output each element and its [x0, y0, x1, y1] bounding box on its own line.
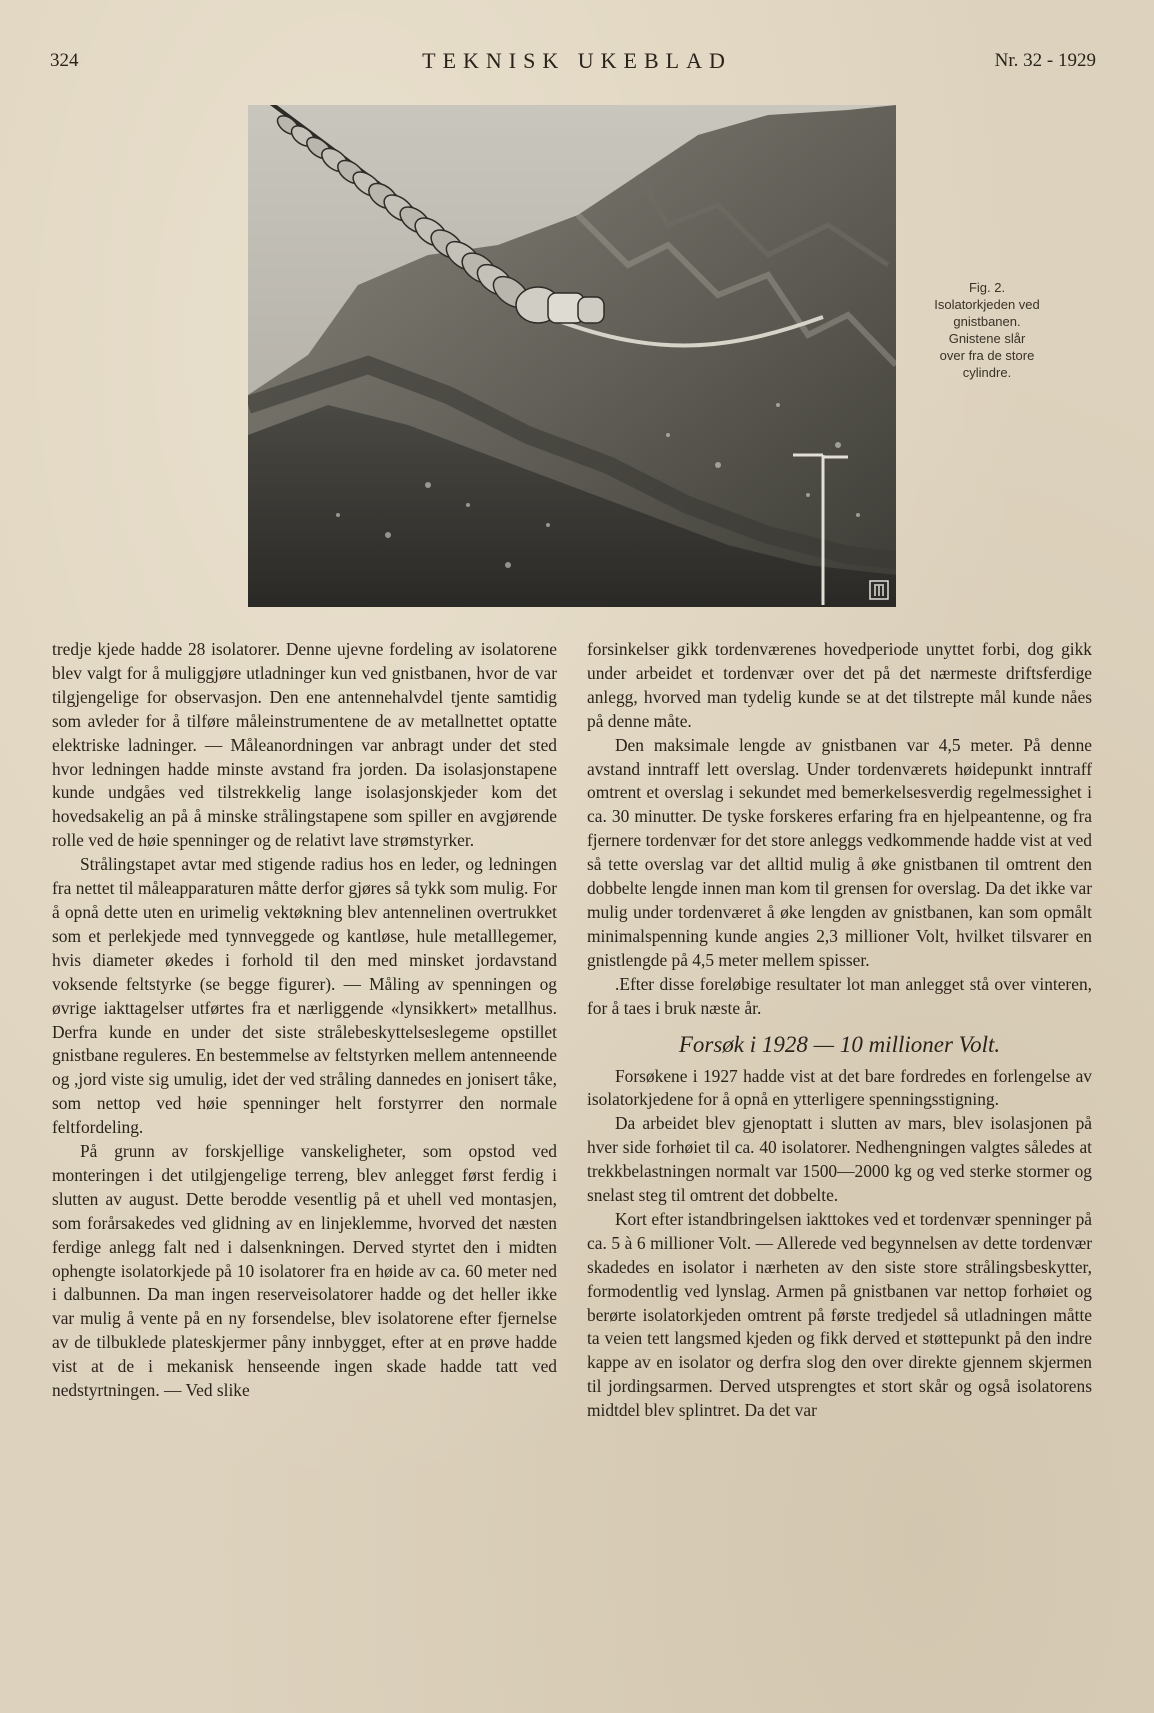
issue-number: Nr. 32 - 1929 [994, 50, 1096, 71]
paragraph: forsinkelser gikk tordenværenes hovedperiode unyttet forbi, dog gikk under arbeidet et tordenvær over det på det nærmeste driftsferdige anlegg, hvorved man tydelig kunde se at det tilstrepte mål kunde nåes på denne måte. [587, 639, 1092, 731]
figure-photo [248, 105, 896, 607]
paragraph: Da arbeidet blev gjenoptatt i slutten av mars, blev isolasjonen på hver side forhøiet til ca. 40 isolatorer. Nedhengningen valgtes således at trekkbelastningen normalt var 1500—2000 kg og ved sterke stormer og snelast steg til omtrent det dobbelte. [587, 1113, 1092, 1206]
caption-line: cylindre. [962, 365, 1012, 380]
insulator-chain-photo [248, 105, 896, 607]
paragraph: På grunn av forskjellige vanskeligheter, som opstod ved monteringen i det utilgjengelige terreng, blev anlegget først ferdig i slutten av august. Dette berodde vesentlig på et uhell ved montasjen, som forårsakedes ved glidning av en linjeklemme, hvorved det næsten ferdige anlegg falt ned i dalsenkningen. Derved styrtet den i midten ophengte isolatorkjede på 10 isolatorer fra en høide av ca. 60 meter ned i dalbunnen. Da man ingen reserveisolatorer hadde og det heller ikke var mulig å vente på en ny forsendelse, blev isolatorene efter fjernelse av de tilbuklede plateskjermer påny innbygget, efter at en prøve hadde vist at de i mekanisk henseende ingen skade hadde tatt ved nedstyrtningen. — Ved slike [52, 1141, 557, 1401]
caption-line: Fig. 2. [968, 280, 1006, 295]
caption-line: Isolatorkjeden ved [934, 297, 1040, 312]
paragraph: Strålingstapet avtar med stigende radius hos en leder, og ledningen fra nettet til måleapparaturen måtte derfor gjøres så tykk som mulig. For å opnå dette uten en urimelig vektøkning blev antennelinen overtrukket som et perlekjede med tynnveggede og kantløse, hule metalllegemer, hvis diameter økedes i forhold til den med minsket jordavstand voksende feltstyrke (se begge figurer). — Måling av spenningen og øvrige iakttagelser utførtes fra et nærliggende «lynsikkert» metallhus. Derfra kunde en under det siste strålebeskyttelseslegeme opstillet gnistbane reguleres. En bestemmelse av feltstyrken mellem antenneende og ,jord viste sig umulig, idet der ved stråling dannedes en jonisert tåke, som nettop ved høie spenninger helt forstyrrer den normale feltfordeling. [52, 854, 557, 1138]
paragraph: Forsøkene i 1927 hadde vist at det bare fordredes en forlengelse av isolatorkjedene for å opnå en ytterligere spenningsstigning. [587, 1065, 1092, 1110]
page-header [0, 50, 1154, 80]
caption-line: gnistbanen. [953, 314, 1021, 329]
paragraph: Den maksimale lengde av gnistbanen var 4,5 meter. På denne avstand inntraff lett overslag. Under tordenværets høidepunkt inntraff omtrent et overslag i sekundet med bemerkelsesverdig regelmessighet i ca. 30 minutter. De tyske forskeres erfaring fra en hjelpeantenne, og fra fjernere tordenvær for det store anleggs vedkommende hadde vist at ved så tette overslag var det alltid mulig å øke gnistbanen til omtrent den dobbelte lengde innen man kom til grensen for overslag. Da det ikke var mulig under tordenværet å øke lengden av gnistbanen, kan som opmålt minimalspenning kunde angies 2,3 millioner Volt, hvilket tilsvarer en gnistlengde på 4,5 meter mellem spisser. [587, 734, 1092, 970]
left-column [52, 638, 557, 1403]
right-column [587, 638, 1092, 1423]
caption-line: Gnistene slår [948, 331, 1026, 346]
paragraph: tredje kjede hadde 28 isolatorer. Denne ujevne fordeling av isolatorene blev valgt for å muliggjøre utladninger kun ved gnistbanen, hvor de var tilgjengelige for observasjon. Den ene antennehalvdel tjente samtidig som avleder for å tilføre måleinstrumentene de av metallnettet optatte elektriske ladninger. — Måleanordningen var anbragt under det sted hvor ledningen hadde minste avstand fra jorden. Da isolasjonstapene kunde undgåes ved tilstrekkelig lange isolasjonskjeder kom det hovedsakelig an på å minske strålingstapene som spiller en avgjørende rolle ved de høie spenninger og de relativt lave strømstyrker. [52, 639, 557, 851]
caption-line: over fra de store [939, 348, 1035, 363]
page-number: 324 [50, 50, 79, 71]
section-heading: Forsøk i 1928 — 10 millioner Volt. [678, 1031, 1001, 1057]
figure-caption [912, 279, 1062, 381]
paragraph: .Efter disse foreløbige resultater lot man anlegget stå over vinteren, for å taes i bruk næste år. [587, 973, 1092, 1018]
journal-title: TEKNISK UKEBLAD [422, 48, 732, 73]
paragraph: Kort efter istandbringelsen iakttokes ved et tordenvær spenninger på ca. 5 à 6 millioner Volt. — Allerede ved begynnelsen av dette tordenvær skadedes en isolator i nærheten av den siste store strålingsbeskytter, formodentlig ved lynslag. Armen på gnistbanen var nettop forhøiet og berørte isolatorkjeden omtrent på første tredjedel så utladningen måtte ta veien tett langsmed kjeden og fikk derved et støttepunkt på den indre kappe av en isolator og derfra slog den over direkte gjennem skjermen til jordingsarmen. Derved utsprengtes et stort skår og også isolatorens midtdel blev splintret. Da det var [587, 1208, 1092, 1421]
